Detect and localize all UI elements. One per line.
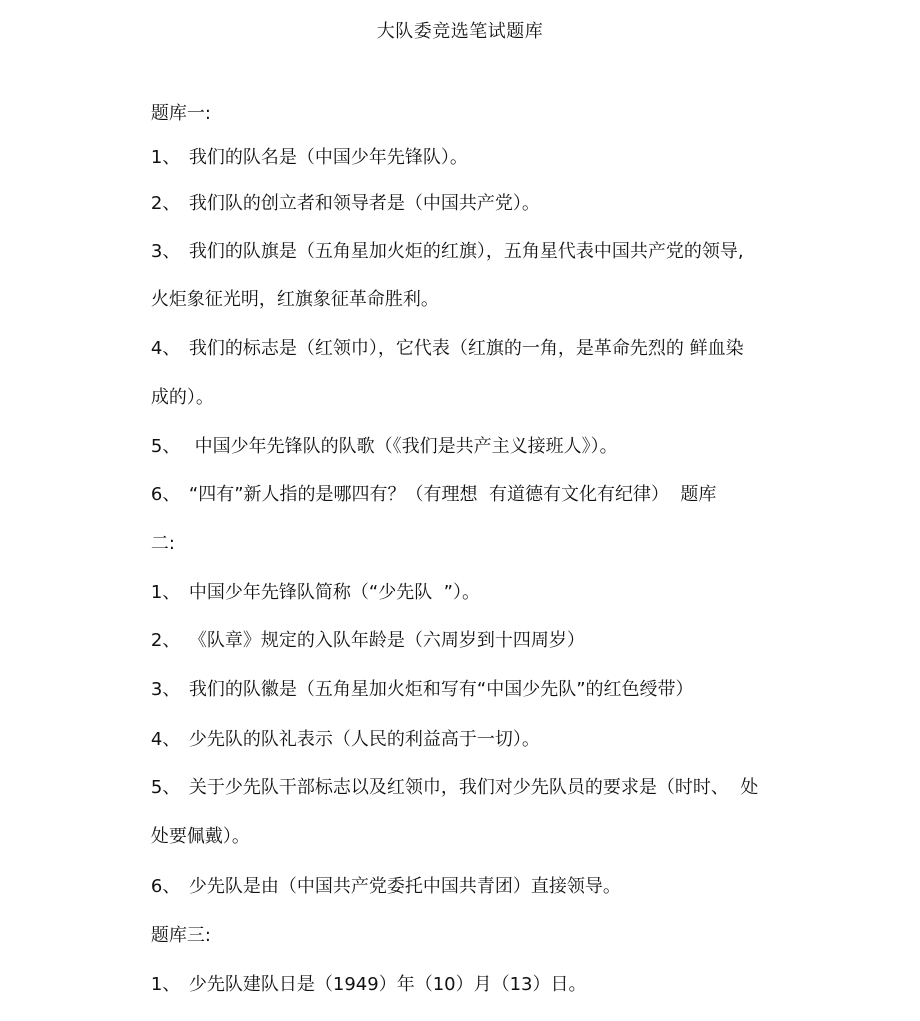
question-number: 5、	[150, 436, 181, 457]
page-title: 大队委竞选笔试题库	[376, 21, 544, 42]
line-text: 我们队的创立者和领导者是（中国共产党）。	[188, 193, 540, 214]
line-text: “四有”新人指的是哪四有？（有理想 有道德有文化有纪律） 题库	[188, 484, 717, 505]
line-text: 火炬象征光明，红旗象征革命胜利。	[150, 289, 439, 310]
line-text: 成的）。	[150, 387, 214, 408]
line-text: 我们的队名是（中国少年先锋队）。	[188, 147, 468, 168]
question-number: 1、	[150, 147, 181, 168]
line-text: 关于少先队干部标志以及红领巾，我们对少先队员的要求是（时时、 处	[188, 777, 759, 798]
question-number: 2、	[150, 193, 181, 214]
line-text: 题库一:	[150, 103, 211, 124]
question-line	[128, 459, 716, 531]
line-text: 我们的队徽是（五角星加火炬和写有“中国少先队”的红色绶带）	[188, 679, 694, 700]
question-number: 5、	[150, 777, 181, 798]
question-number: 3、	[150, 679, 181, 700]
question-number: 1、	[150, 974, 181, 995]
question-number: 3、	[150, 241, 181, 262]
question-number: 6、	[150, 876, 181, 897]
line-text: 《队章》规定的入队年龄是（六周岁到十四周岁）	[188, 630, 585, 651]
line-text: 二:	[150, 533, 175, 554]
question-number: 4、	[150, 338, 181, 359]
question-line	[128, 313, 744, 385]
line-text: 题库三:	[150, 925, 211, 946]
line-text: 我们的队旗是（五角星加火炬的红旗），五角星代表中国共产党的领导,	[188, 241, 744, 262]
line-text: 少先队是由（中国共产党委托中国共青团）直接领导。	[188, 876, 621, 897]
line-text: 少先队的队礼表示（人民的利益高于一切）。	[188, 729, 540, 750]
line-text: 少先队建队日是（1949）年（10）月（13）日。	[188, 974, 587, 995]
line-text: 处要佩戴）。	[150, 826, 250, 847]
question-line	[128, 949, 587, 1021]
question-number: 4、	[150, 729, 181, 750]
question-number: 2、	[150, 630, 181, 651]
question-number: 1、	[150, 582, 181, 603]
line-text: 中国少年先锋队简称（“少先队 ”）。	[188, 582, 480, 603]
question-number: 6、	[150, 484, 181, 505]
line-text: 中国少年先锋队的队歌（《我们是共产主义接班人》）。	[188, 436, 618, 457]
line-text: 我们的标志是（红领巾），它代表（红旗的一角，是革命先烈的 鲜血染	[188, 338, 744, 359]
